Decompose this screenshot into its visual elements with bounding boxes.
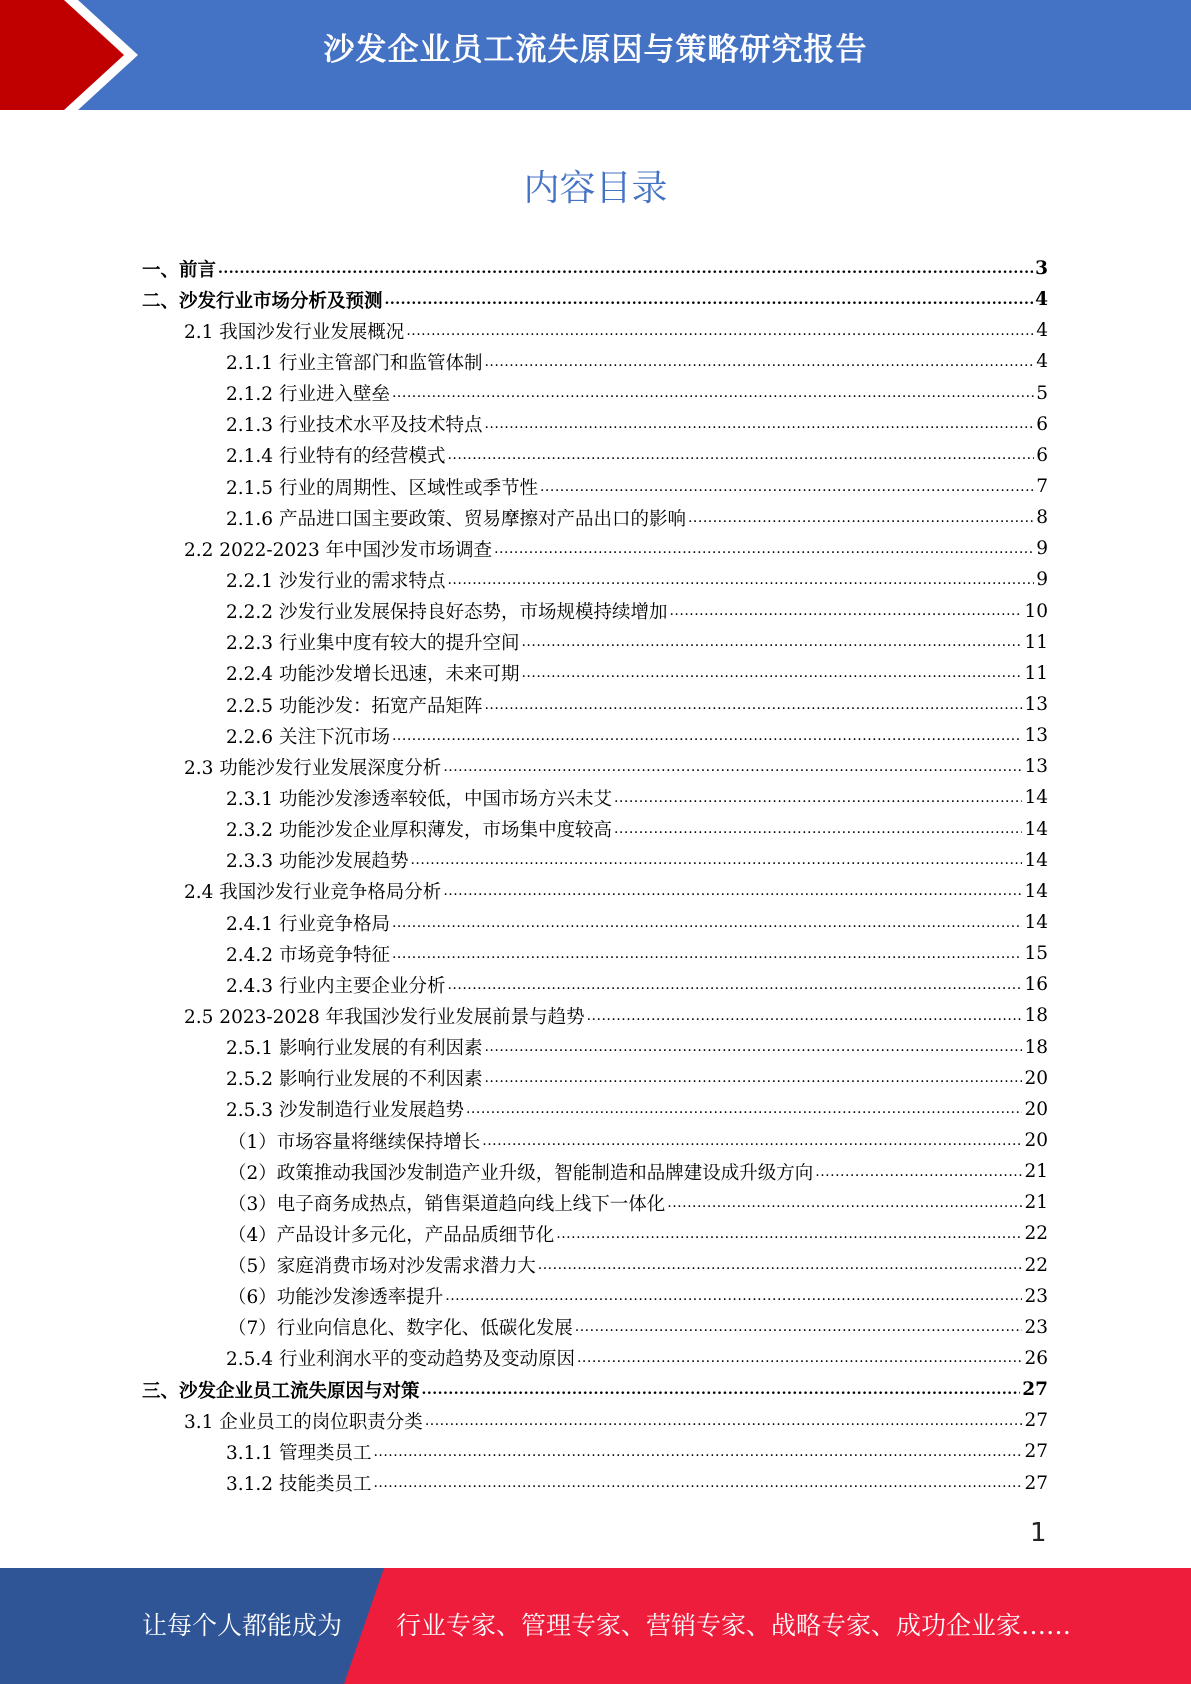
toc-dot-leader [422,1382,1021,1398]
toc-entry[interactable] [142,969,1048,1000]
toc-entry[interactable] [142,658,1048,689]
toc-entry-page: 18 [1024,1005,1048,1027]
toc-entry-page: 20 [1024,1098,1048,1120]
toc-entry[interactable] [142,782,1048,813]
toc-entry-page: 11 [1024,631,1048,653]
toc-dot-leader [392,915,1022,931]
toc-dot-leader [385,292,1034,308]
toc-entry-page: 4 [1036,351,1048,373]
toc-entry[interactable] [142,1094,1048,1125]
toc-entry-label: （7）行业向信息化、数字化、低碳化发展 [228,1318,573,1340]
toc-entry-label: 2.2 2022-2023 年中国沙发市场调查 [184,539,493,561]
toc-entry[interactable] [142,564,1048,595]
toc-entry-label: 2.3.3 功能沙发展趋势 [226,851,409,873]
toc-dot-leader [587,1008,1023,1024]
toc-dot-leader [688,510,1034,526]
toc-entry-label: 2.5.4 行业利润水平的变动趋势及变动原因 [226,1349,575,1371]
toc-entry-label: 3.1 企业员工的岗位职责分类 [184,1411,423,1433]
toc-entry[interactable] [142,907,1048,938]
toc-dot-leader [425,1413,1023,1429]
toc-dot-leader [521,665,1022,681]
toc-entry-page: 27 [1024,1410,1048,1432]
toc-entry-page: 13 [1024,725,1048,747]
toc-entry-label: 2.5.3 沙发制造行业发展趋势 [226,1100,464,1122]
toc-dot-leader [218,261,1033,277]
toc-entry[interactable] [142,876,1048,907]
toc-entry-label: 2.1.4 行业特有的经营模式 [226,446,446,468]
toc-entry-page: 18 [1024,1036,1048,1058]
toc-entry-page: 20 [1024,1067,1048,1089]
toc-dot-leader [540,479,1034,495]
toc-entry-label: 2.2.3 行业集中度有较大的提升空间 [226,633,520,655]
toc-entry-page: 14 [1024,818,1048,840]
toc-entry-label: 2.4.3 行业内主要企业分析 [226,975,446,997]
toc-entry-label: 2.2.2 沙发行业发展保持良好态势，市场规模持续增加 [226,602,668,624]
toc-entry-page: 23 [1024,1285,1048,1307]
toc-entry-label: （6）功能沙发渗透率提升 [228,1287,444,1309]
toc-dot-leader [614,790,1022,806]
toc-dot-leader [484,416,1034,432]
toc-entry-page: 11 [1024,662,1048,684]
toc-dot-leader [406,323,1034,339]
toc-entry-label: 2.1.1 行业主管部门和监管体制 [226,352,483,374]
toc-entry-page: 15 [1024,943,1048,965]
toc-entry-page: 16 [1024,974,1048,996]
toc-entry-page: 8 [1036,507,1048,529]
toc-entry-label: （1）市场容量将继续保持增长 [228,1131,481,1153]
toc-entry-label: 2.1.6 产品进口国主要政策、贸易摩擦对产品出口的影响 [226,508,686,530]
toc-entry-page: 7 [1036,476,1048,498]
toc-entry[interactable] [142,720,1048,751]
toc-entry[interactable] [142,1218,1048,1249]
footer-slogan-left: 让每个人都能成为 [142,1611,343,1640]
toc-entry[interactable] [142,253,1048,284]
toc-dot-leader [392,946,1022,962]
toc-entry-page: 27 [1024,1472,1048,1494]
toc-dot-leader [392,385,1034,401]
toc-dot-leader [577,1350,1022,1366]
toc-dot-leader [669,603,1022,619]
toc-entry[interactable] [142,440,1048,471]
toc-entry-page: 22 [1024,1223,1048,1245]
toc-entry-label: 2.2.6 关注下沉市场 [226,726,390,748]
toc-entry-page: 14 [1024,912,1048,934]
toc-entry-page: 27 [1022,1379,1048,1401]
toc-title: 内容目录 [523,168,668,209]
toc-dot-leader [392,728,1022,744]
toc-dot-leader [484,1070,1022,1086]
toc-entry[interactable] [142,1343,1048,1374]
footer-slogan-right: 行业专家、管理专家、营销专家、战略专家、成功企业家…… [396,1611,1072,1640]
toc-entry-label: 二、沙发行业市场分析及预测 [142,290,383,312]
toc-entry[interactable] [142,1156,1048,1187]
toc-entry[interactable] [142,315,1048,346]
toc-entry-label: 3.1.1 管理类员工 [226,1442,372,1464]
toc-entry-label: 2.5.1 影响行业发展的有利因素 [226,1038,483,1060]
toc-entry-page: 21 [1024,1192,1048,1214]
toc-entry[interactable] [142,1467,1048,1498]
toc-entry-page: 21 [1024,1161,1048,1183]
toc-entry-label: 2.3.1 功能沙发渗透率较低，中国市场方兴未艾 [226,788,612,810]
toc-dot-leader [484,1039,1022,1055]
toc-entry-label: 2.1.2 行业进入壁垒 [226,384,390,406]
toc-entry-label: 2.1.3 行业技术水平及技术特点 [226,415,483,437]
toc-entry[interactable] [142,751,1048,782]
toc-dot-leader [466,1101,1022,1117]
toc-entry[interactable] [142,845,1048,876]
toc-entry-label: （3）电子商务成热点，销售渠道趋向线上线下一体化 [228,1193,666,1215]
toc-entry[interactable] [142,1312,1048,1343]
toc-entry-label: 2.3.2 功能沙发企业厚积薄发，市场集中度较高 [226,820,612,842]
toc-entry-label: 2.4.2 市场竞争特征 [226,944,390,966]
toc-entry[interactable] [142,1187,1048,1218]
toc-entry[interactable] [142,689,1048,720]
toc-entry-label: 2.3 功能沙发行业发展深度分析 [184,757,442,779]
toc-dot-leader [815,1164,1022,1180]
toc-entry-page: 6 [1036,444,1048,466]
toc-entry-label: 2.1 我国沙发行业发展概况 [184,321,405,343]
page-footer [0,1568,1191,1684]
toc-entry-label: （2）政策推动我国沙发制造产业升级，智能制造和品牌建设成升级方向 [228,1162,814,1184]
toc-entry-page: 13 [1024,756,1048,778]
toc-entry-page: 26 [1024,1347,1048,1369]
toc-entry[interactable] [142,1063,1048,1094]
toc-entry-label: 2.1.5 行业的周期性、区域性或季节性 [226,477,538,499]
toc-entry-page: 27 [1024,1441,1048,1463]
toc-entry[interactable] [142,346,1048,377]
toc-entry-page: 9 [1036,538,1048,560]
toc-entry[interactable] [142,1405,1048,1436]
toc-entry-page: 13 [1024,694,1048,716]
toc-entry-label: 2.4 我国沙发行业竞争格局分析 [184,882,442,904]
toc-entry[interactable] [142,1281,1048,1312]
toc-entry[interactable] [142,627,1048,658]
toc-entry[interactable] [142,938,1048,969]
toc-entry[interactable] [142,471,1048,502]
toc-entry[interactable] [142,378,1048,409]
toc-entry-page: 9 [1036,569,1048,591]
toc-entry-label: 2.5 2023-2028 年我国沙发行业发展前景与趋势 [184,1006,585,1028]
toc-entry[interactable] [142,533,1048,564]
toc-entry[interactable] [142,596,1048,627]
toc-entry[interactable] [142,1125,1048,1156]
toc-entry-label: 3.1.2 技能类员工 [226,1474,372,1496]
toc-dot-leader [538,1257,1023,1273]
toc-dot-leader [410,852,1022,868]
toc-dot-leader [484,697,1022,713]
toc-entry-page: 14 [1024,787,1048,809]
toc-dot-leader [494,541,1034,557]
toc-entry[interactable] [142,284,1048,315]
toc-entry-label: 2.4.1 行业竞争格局 [226,913,390,935]
toc-entry-label: （4）产品设计多元化，产品品质细节化 [228,1224,555,1246]
toc-dot-leader [484,354,1034,370]
toc-entry[interactable] [142,409,1048,440]
toc-dot-leader [443,759,1022,775]
toc-entry-page: 14 [1024,880,1048,902]
toc-entry-page: 3 [1035,258,1048,280]
toc-entry-label: 2.2.5 功能沙发：拓宽产品矩阵 [226,695,483,717]
toc-dot-leader [373,1444,1022,1460]
toc-entry-label: 2.2.4 功能沙发增长迅速，未来可期 [226,664,520,686]
toc-entry-page: 5 [1036,382,1048,404]
toc-entry[interactable] [142,1250,1048,1281]
toc-dot-leader [447,572,1034,588]
toc-entry-page: 10 [1024,600,1048,622]
toc-dot-leader [521,634,1022,650]
toc-entry-page: 22 [1024,1254,1048,1276]
toc-entry-label: 一、前言 [142,259,217,281]
page-number: 1 [1030,1518,1047,1548]
toc-entry[interactable] [142,1374,1048,1405]
table-of-contents [142,253,1048,1499]
header-title: 沙发企业员工流失原因与策略研究报告 [323,32,868,68]
toc-entry-page: 20 [1024,1130,1048,1151]
toc-dot-leader [445,1288,1022,1304]
toc-dot-leader [373,1475,1022,1491]
toc-entry[interactable] [142,502,1048,533]
toc-entry[interactable] [142,1000,1048,1031]
toc-dot-leader [667,1195,1022,1211]
toc-dot-leader [443,883,1022,899]
toc-entry-label: （5）家庭消费市场对沙发需求潜力大 [228,1256,536,1278]
toc-entry-page: 4 [1035,289,1048,311]
toc-dot-leader [447,977,1022,993]
toc-dot-leader [447,447,1034,463]
toc-dot-leader [556,1226,1022,1242]
toc-entry-page: 23 [1024,1316,1048,1338]
toc-entry-label: 2.2.1 沙发行业的需求特点 [226,570,446,592]
page-header [0,0,1191,110]
toc-dot-leader [482,1133,1022,1149]
toc-entry[interactable] [142,1436,1048,1467]
toc-entry-page: 14 [1024,849,1048,871]
toc-entry[interactable] [142,1032,1048,1063]
toc-dot-leader [614,821,1022,837]
toc-entry-label: 三、沙发企业员工流失原因与对策 [142,1380,420,1402]
toc-entry-page: 4 [1036,320,1048,342]
toc-dot-leader [575,1319,1023,1335]
toc-entry[interactable] [142,814,1048,845]
toc-entry-page: 6 [1036,413,1048,435]
toc-entry-label: 2.5.2 影响行业发展的不利因素 [226,1069,483,1091]
